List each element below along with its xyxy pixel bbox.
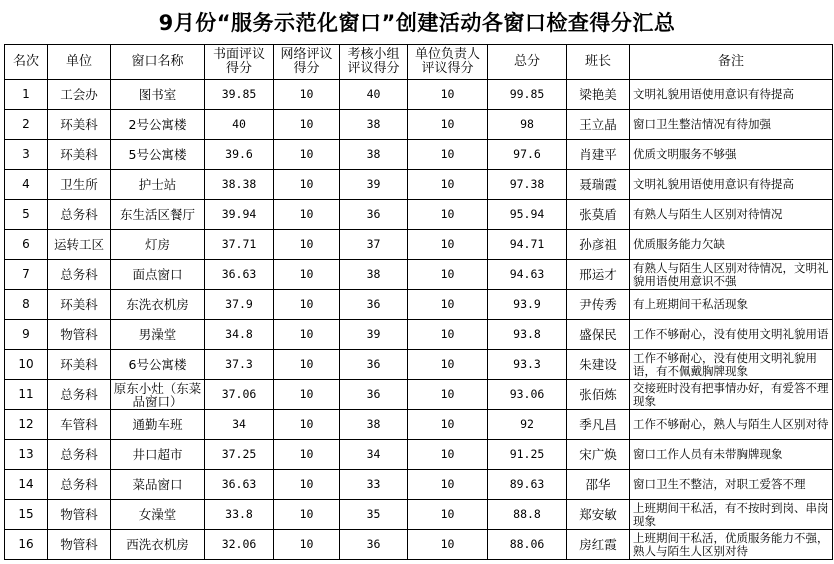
window-name-cell: 护士站 [111,170,205,200]
window-name-cell: 女澡堂 [111,500,205,530]
rank-cell: 16 [5,530,48,560]
online-score-cell: 10 [274,80,340,110]
remarks-cell: 文明礼貌用语使用意识有待提高 [630,170,833,200]
rank-cell: 7 [5,260,48,290]
rank-cell: 6 [5,230,48,260]
header-written-score: 书面评议得分 [205,45,274,80]
remarks-cell: 上班期间干私活，有不按时到岗、串岗现象 [630,500,833,530]
rank-cell: 14 [5,470,48,500]
unit-cell: 卫生所 [48,170,111,200]
rank-cell: 2 [5,110,48,140]
written-score-cell: 37.06 [205,380,274,410]
online-score-cell: 10 [274,230,340,260]
leader-score-cell: 10 [408,290,488,320]
online-score-cell: 10 [274,470,340,500]
remarks-cell: 工作不够耐心，没有使用文明礼貌用语，有不佩戴胸牌现象 [630,350,833,380]
rank-cell: 15 [5,500,48,530]
remarks-cell: 上班期间干私活，优质服务能力不强，熟人与陌生人区别对待 [630,530,833,560]
unit-cell: 物管科 [48,320,111,350]
remarks-cell: 优质文明服务不够强 [630,140,833,170]
team-leader-cell: 邵华 [567,470,630,500]
online-score-cell: 10 [274,290,340,320]
rank-cell: 8 [5,290,48,320]
written-score-cell: 34.8 [205,320,274,350]
rank-cell: 12 [5,410,48,440]
total-cell: 93.3 [488,350,567,380]
rank-cell: 13 [5,440,48,470]
leader-score-cell: 10 [408,200,488,230]
unit-cell: 环美科 [48,140,111,170]
sheet-title: 9月份“服务示范化窗口”创建活动各窗口检查得分汇总 [158,11,676,35]
panel-score-cell: 40 [340,80,408,110]
header-total: 总分 [488,45,567,80]
window-name-cell: 面点窗口 [111,260,205,290]
panel-score-cell: 39 [340,320,408,350]
leader-score-cell: 10 [408,260,488,290]
panel-score-cell: 38 [340,140,408,170]
leader-score-cell: 10 [408,140,488,170]
online-score-cell: 10 [274,440,340,470]
written-score-cell: 37.25 [205,440,274,470]
table-row [5,350,833,380]
window-name-cell: 男澡堂 [111,320,205,350]
remarks-cell: 优质服务能力欠缺 [630,230,833,260]
unit-cell: 总务科 [48,470,111,500]
team-leader-cell: 邢运才 [567,260,630,290]
remarks-cell: 交接班时没有把事情办好，有爱答不理现象 [630,380,833,410]
unit-cell: 车管科 [48,410,111,440]
unit-cell: 工会办 [48,80,111,110]
team-leader-cell: 张佰炼 [567,380,630,410]
online-score-cell: 10 [274,260,340,290]
online-score-cell: 10 [274,410,340,440]
panel-score-cell: 36 [340,290,408,320]
leader-score-cell: 10 [408,410,488,440]
table-row [5,440,833,470]
leader-score-cell: 10 [408,380,488,410]
total-cell: 92 [488,410,567,440]
unit-cell: 总务科 [48,200,111,230]
table-row [5,500,833,530]
total-cell: 94.71 [488,230,567,260]
total-cell: 88.06 [488,530,567,560]
table-row [5,140,833,170]
window-name-cell: 原东小灶（东菜品窗口） [111,380,205,410]
table-body [5,80,833,560]
table-row [5,170,833,200]
panel-score-cell: 38 [340,260,408,290]
online-score-cell: 10 [274,350,340,380]
remarks-cell: 有熟人与陌生人区别对待情况 [630,200,833,230]
panel-score-cell: 35 [340,500,408,530]
table-row [5,260,833,290]
table-row [5,230,833,260]
table-row [5,200,833,230]
total-cell: 94.63 [488,260,567,290]
rank-cell: 4 [5,170,48,200]
table-row [5,290,833,320]
total-cell: 99.85 [488,80,567,110]
unit-cell: 环美科 [48,350,111,380]
unit-cell: 总务科 [48,380,111,410]
team-leader-cell: 聂瑞霞 [567,170,630,200]
total-cell: 89.63 [488,470,567,500]
table-row [5,470,833,500]
unit-cell: 运转工区 [48,230,111,260]
panel-score-cell: 36 [340,530,408,560]
written-score-cell: 40 [205,110,274,140]
table-row [5,380,833,410]
total-cell: 91.25 [488,440,567,470]
total-cell: 95.94 [488,200,567,230]
table-row [5,80,833,110]
online-score-cell: 10 [274,320,340,350]
table-row [5,530,833,560]
table-row [5,110,833,140]
total-cell: 97.6 [488,140,567,170]
written-score-cell: 37.3 [205,350,274,380]
online-score-cell: 10 [274,200,340,230]
header-unit: 单位 [48,45,111,80]
table-row [5,320,833,350]
leader-score-cell: 10 [408,470,488,500]
unit-cell: 环美科 [48,110,111,140]
header-online-score: 网络评议得分 [274,45,340,80]
leader-score-cell: 10 [408,500,488,530]
window-name-cell: 井口超市 [111,440,205,470]
written-score-cell: 32.06 [205,530,274,560]
remarks-cell: 窗口卫生不整洁，对职工爱答不理 [630,470,833,500]
online-score-cell: 10 [274,110,340,140]
panel-score-cell: 36 [340,350,408,380]
remarks-cell: 窗口工作人员有未带胸牌现象 [630,440,833,470]
unit-cell: 物管科 [48,500,111,530]
table-row [5,410,833,440]
total-cell: 98 [488,110,567,140]
panel-score-cell: 36 [340,380,408,410]
panel-score-cell: 38 [340,410,408,440]
header-panel-score: 考核小组评议得分 [340,45,408,80]
written-score-cell: 37.9 [205,290,274,320]
window-name-cell: 菜品窗口 [111,470,205,500]
team-leader-cell: 尹传秀 [567,290,630,320]
panel-score-cell: 36 [340,200,408,230]
team-leader-cell: 盛保民 [567,320,630,350]
window-name-cell: 图书室 [111,80,205,110]
online-score-cell: 10 [274,170,340,200]
total-cell: 88.8 [488,500,567,530]
panel-score-cell: 37 [340,230,408,260]
window-name-cell: 5号公寓楼 [111,140,205,170]
panel-score-cell: 34 [340,440,408,470]
rank-cell: 9 [5,320,48,350]
written-score-cell: 38.38 [205,170,274,200]
total-cell: 93.8 [488,320,567,350]
team-leader-cell: 梁艳美 [567,80,630,110]
written-score-cell: 39.94 [205,200,274,230]
header-rank: 名次 [5,45,48,80]
team-leader-cell: 肖建平 [567,140,630,170]
leader-score-cell: 10 [408,230,488,260]
remarks-cell: 工作不够耐心，没有使用文明礼貌用语 [630,320,833,350]
score-table [4,44,833,560]
window-name-cell: 2号公寓楼 [111,110,205,140]
header-leader-score: 单位负责人评议得分 [408,45,488,80]
panel-score-cell: 39 [340,170,408,200]
unit-cell: 环美科 [48,290,111,320]
window-name-cell: 通勤车班 [111,410,205,440]
online-score-cell: 10 [274,380,340,410]
remarks-cell: 窗口卫生整洁情况有待加强 [630,110,833,140]
remarks-cell: 有上班期间干私活现象 [630,290,833,320]
panel-score-cell: 38 [340,110,408,140]
window-name-cell: 西洗衣机房 [111,530,205,560]
leader-score-cell: 10 [408,320,488,350]
leader-score-cell: 10 [408,350,488,380]
team-leader-cell: 张莫盾 [567,200,630,230]
remarks-cell: 有熟人与陌生人区别对待情况，文明礼貌用语使用意识不强 [630,260,833,290]
leader-score-cell: 10 [408,530,488,560]
team-leader-cell: 孙彦祖 [567,230,630,260]
total-cell: 97.38 [488,170,567,200]
header-team-leader: 班长 [567,45,630,80]
team-leader-cell: 朱建设 [567,350,630,380]
written-score-cell: 33.8 [205,500,274,530]
written-score-cell: 34 [205,410,274,440]
window-name-cell: 东生活区餐厅 [111,200,205,230]
window-name-cell: 灯房 [111,230,205,260]
online-score-cell: 10 [274,530,340,560]
header-remarks: 备注 [630,45,833,80]
unit-cell: 物管科 [48,530,111,560]
rank-cell: 5 [5,200,48,230]
team-leader-cell: 宋广焕 [567,440,630,470]
online-score-cell: 10 [274,500,340,530]
written-score-cell: 39.6 [205,140,274,170]
rank-cell: 1 [5,80,48,110]
leader-score-cell: 10 [408,80,488,110]
header-row [5,45,833,80]
written-score-cell: 36.63 [205,260,274,290]
unit-cell: 总务科 [48,260,111,290]
remarks-cell: 工作不够耐心，熟人与陌生人区别对待 [630,410,833,440]
remarks-cell: 文明礼貌用语使用意识有待提高 [630,80,833,110]
team-leader-cell: 房红霞 [567,530,630,560]
leader-score-cell: 10 [408,170,488,200]
written-score-cell: 39.85 [205,80,274,110]
rank-cell: 11 [5,380,48,410]
written-score-cell: 37.71 [205,230,274,260]
team-leader-cell: 郑安敏 [567,500,630,530]
rank-cell: 3 [5,140,48,170]
window-name-cell: 东洗衣机房 [111,290,205,320]
team-leader-cell: 季凡昌 [567,410,630,440]
leader-score-cell: 10 [408,110,488,140]
unit-cell: 总务科 [48,440,111,470]
total-cell: 93.06 [488,380,567,410]
online-score-cell: 10 [274,140,340,170]
panel-score-cell: 33 [340,470,408,500]
window-name-cell: 6号公寓楼 [111,350,205,380]
rank-cell: 10 [5,350,48,380]
total-cell: 93.9 [488,290,567,320]
header-window-name: 窗口名称 [111,45,205,80]
team-leader-cell: 王立晶 [567,110,630,140]
written-score-cell: 36.63 [205,470,274,500]
leader-score-cell: 10 [408,440,488,470]
